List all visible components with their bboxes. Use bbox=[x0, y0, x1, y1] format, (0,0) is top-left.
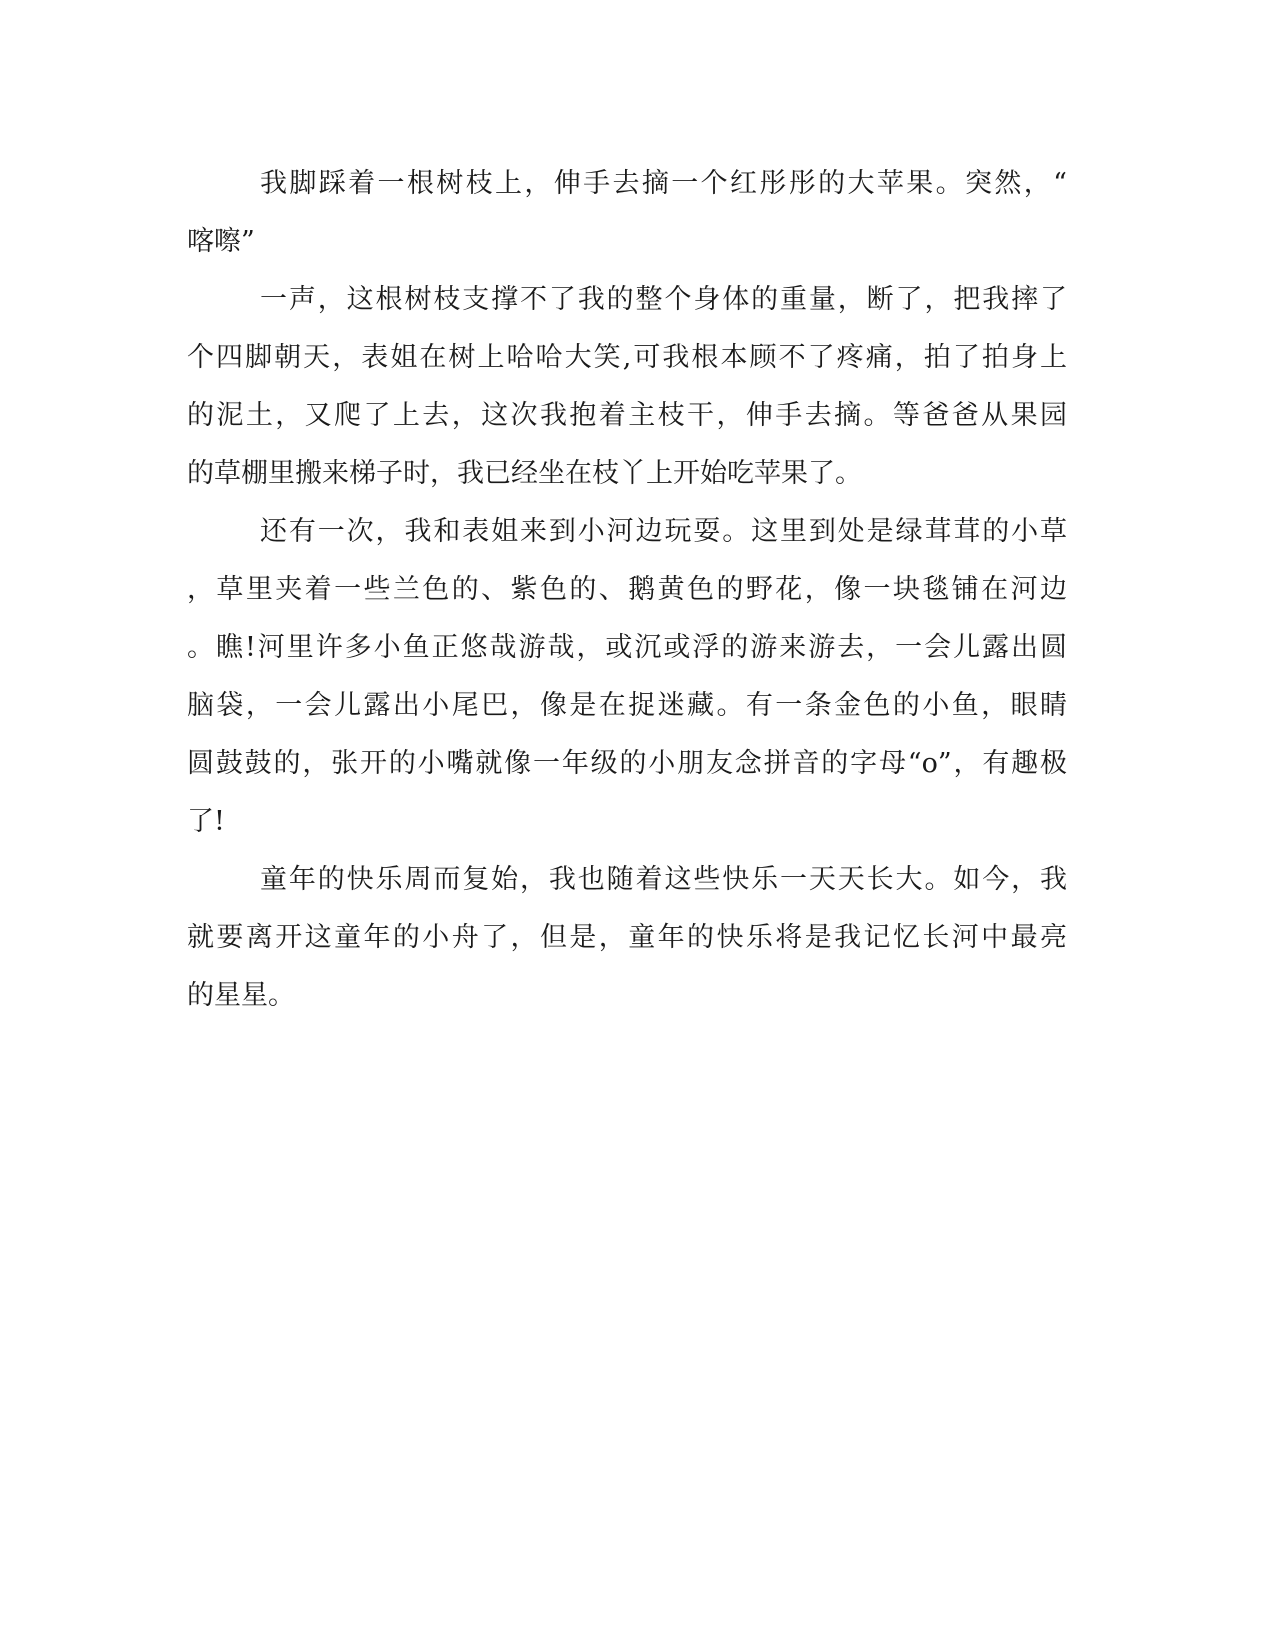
paragraph-2-line-1: 一声，这根树枝支撑不了我的整个身体的重量，断了，把我摔了 bbox=[260, 284, 1067, 315]
paragraph-4-line-2: 就要离开这童年的小舟了，但是，童年的快乐将是我记忆长河中最亮 bbox=[187, 922, 1067, 953]
paragraph-4-line-1: 童年的快乐周而复始，我也随着这些快乐一天天长大。如今，我 bbox=[260, 864, 1067, 895]
paragraph-1-line-2: 喀嚓” bbox=[187, 226, 255, 257]
paragraph-3-line-5: 圆鼓鼓的，张开的小嘴就像一年级的小朋友念拼音的字母“o”，有趣极 bbox=[187, 748, 1067, 779]
paragraph-4-line-3: 的星星。 bbox=[187, 980, 295, 1011]
paragraph-2-line-3: 的泥土，又爬了上去，这次我抱着主枝干，伸手去摘。等爸爸从果园 bbox=[187, 400, 1067, 431]
paragraph-3-line-6: 了! bbox=[187, 806, 225, 837]
paragraph-3-line-4: 脑袋，一会儿露出小尾巴，像是在捉迷藏。有一条金色的小鱼，眼睛 bbox=[187, 690, 1067, 721]
paragraph-3-line-2: ，草里夹着一些兰色的、紫色的、鹅黄色的野花，像一块毯铺在河边 bbox=[187, 574, 1067, 605]
paragraph-3-line-1: 还有一次，我和表姐来到小河边玩耍。这里到处是绿茸茸的小草 bbox=[260, 516, 1067, 547]
paragraph-1-line-1: 我脚踩着一根树枝上，伸手去摘一个红彤彤的大苹果。突然，“ bbox=[260, 168, 1067, 199]
paragraph-3-line-3: 。瞧!河里许多小鱼正悠哉游哉，或沉或浮的游来游去，一会儿露出圆 bbox=[187, 632, 1067, 663]
paragraph-2-line-4: 的草棚里搬来梯子时，我已经坐在枝丫上开始吃苹果了。 bbox=[187, 458, 862, 489]
paragraph-2-line-2: 个四脚朝天，表姐在树上哈哈大笑,可我根本顾不了疼痛，拍了拍身上 bbox=[187, 342, 1067, 373]
